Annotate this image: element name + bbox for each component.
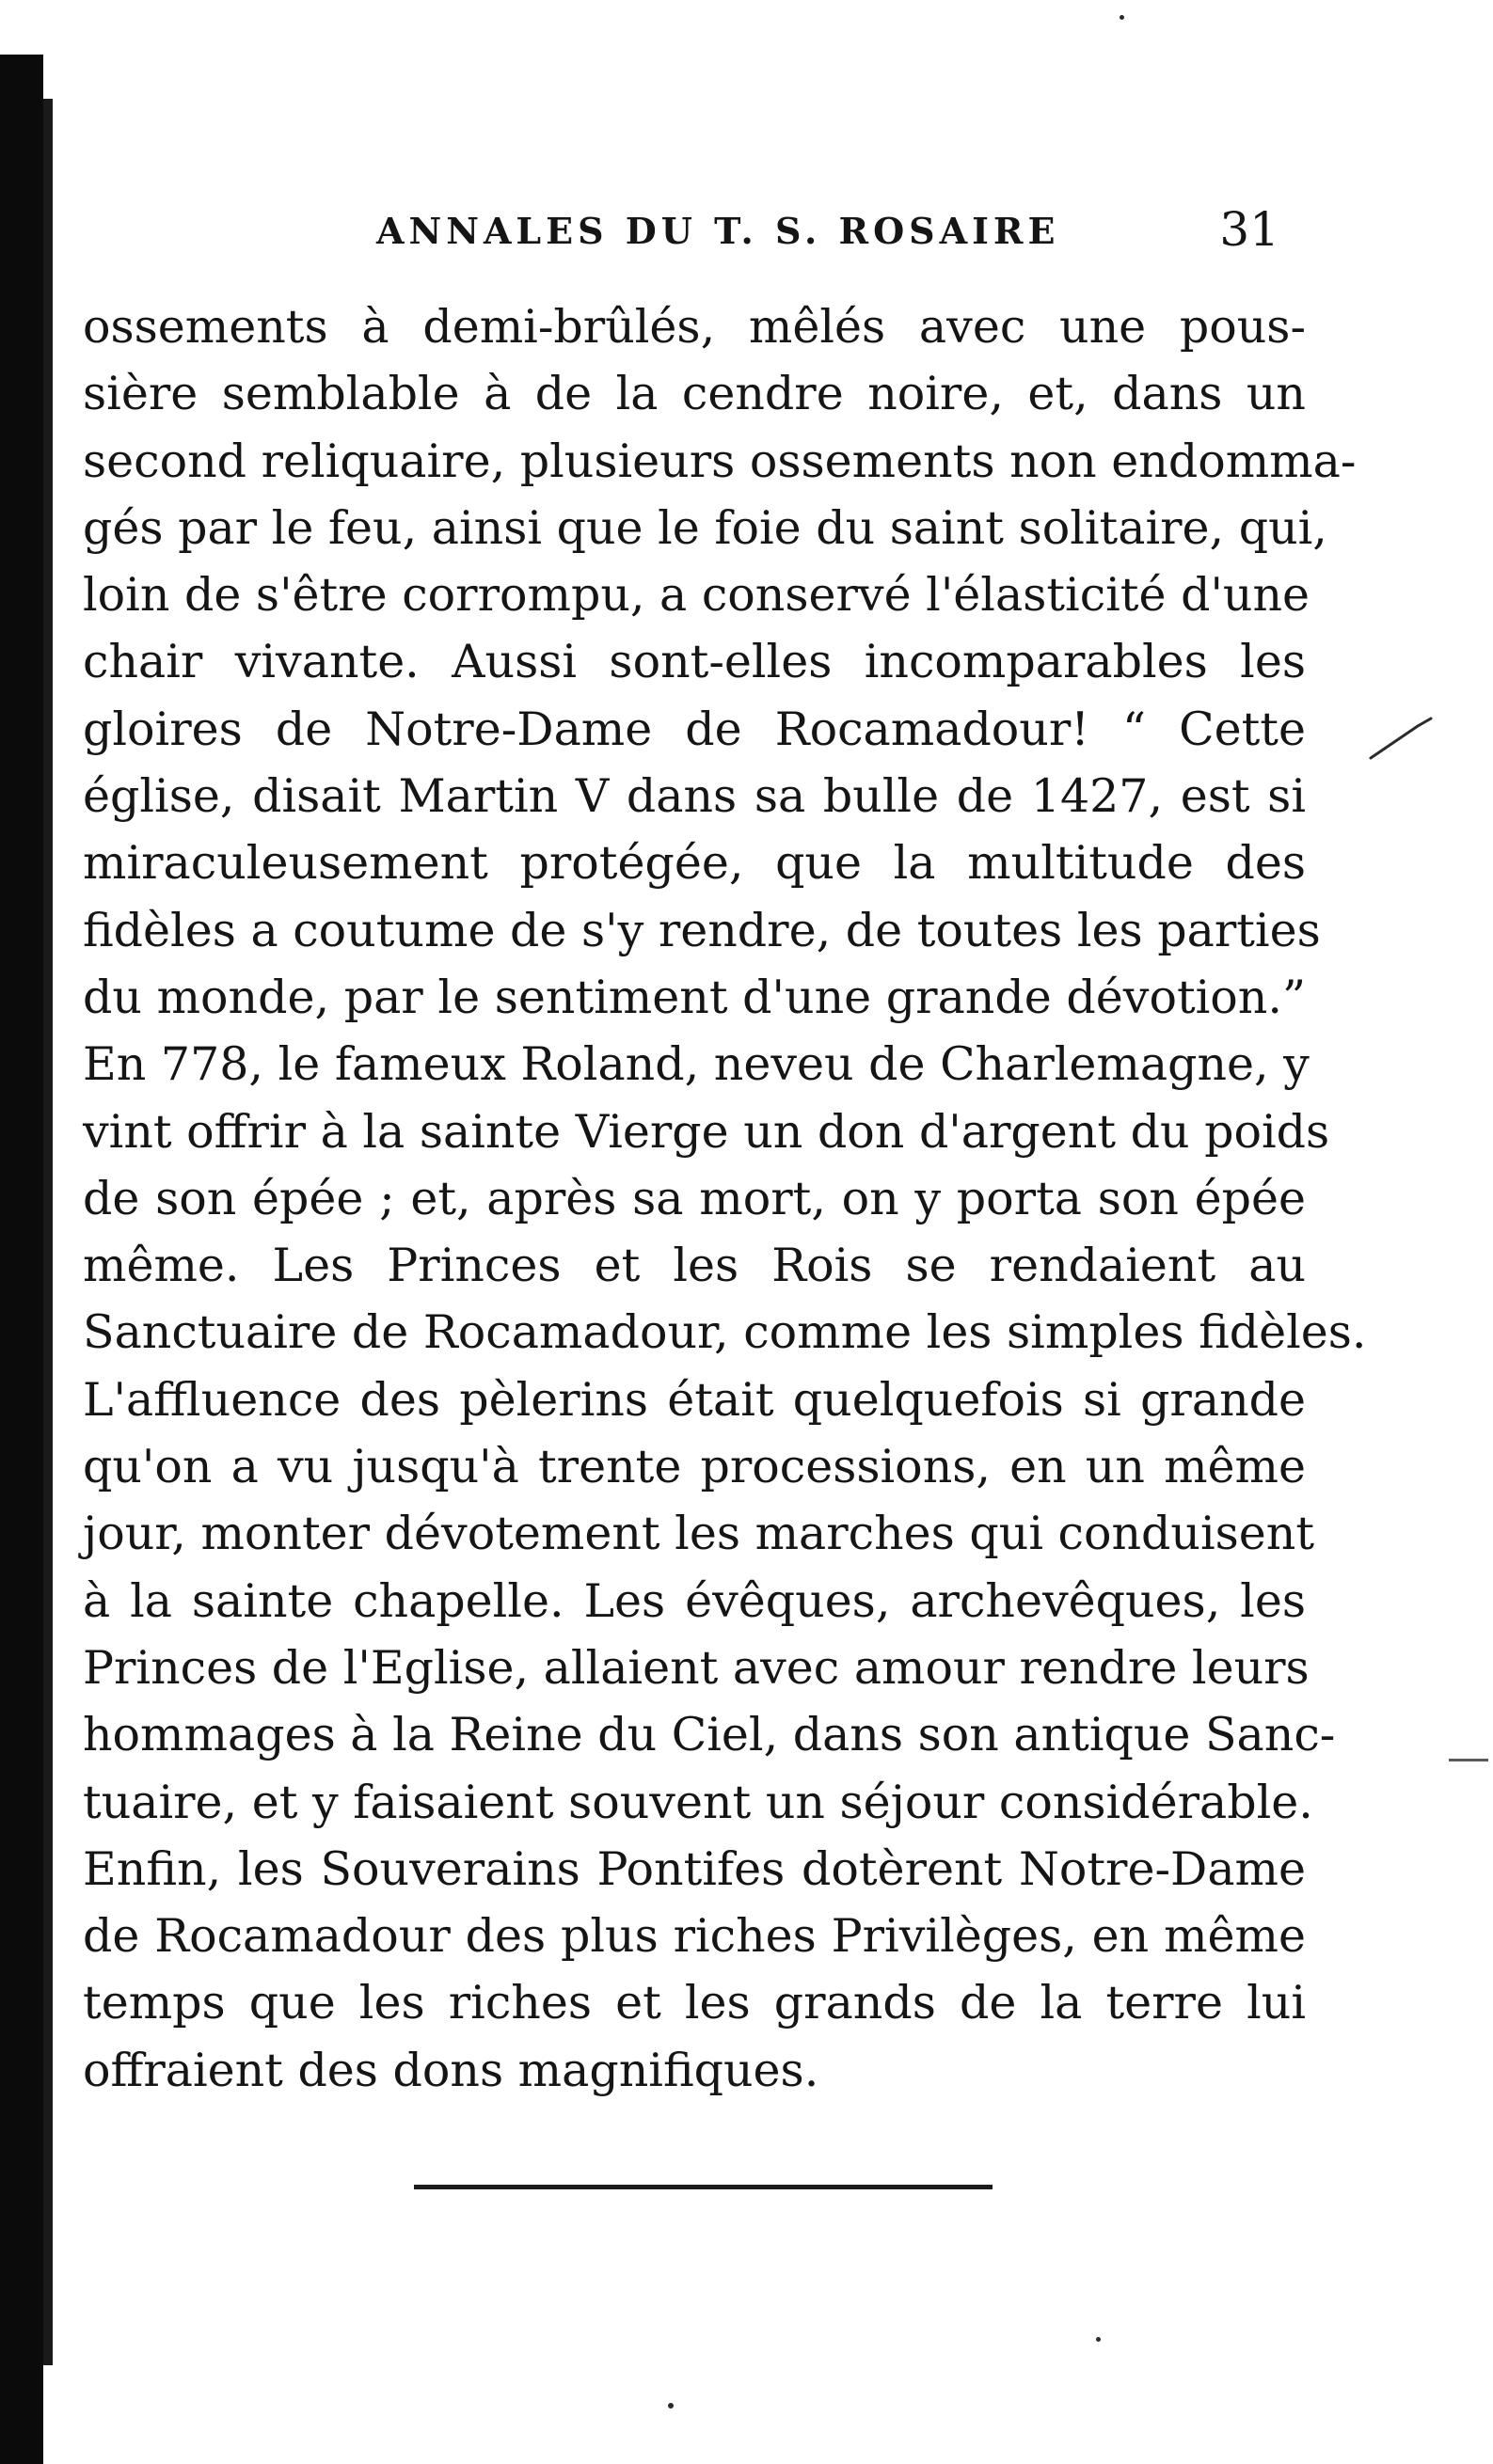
ink-speck	[668, 2403, 674, 2409]
text-line: temps que les riches et les grands de la terre lui	[83, 1976, 1306, 2030]
ink-speck	[1096, 2337, 1101, 2342]
text-line: loin de s'être corrompu, a conservé l'élasticité d'une	[83, 568, 1310, 623]
text-line: miraculeusement protégée, que la multitude des	[83, 836, 1306, 891]
text-line: même. Les Princes et les Rois se rendaient au	[83, 1239, 1306, 1293]
scan-edge-shadow	[0, 55, 43, 2464]
text-line: L'affluence des pèlerins était quelquefois si grande	[83, 1372, 1306, 1427]
text-line: du monde, par le sentiment d'une grande dévotion.”	[83, 970, 1306, 1024]
text-line: second reliquaire, plusieurs ossements non endomma-	[83, 434, 1357, 488]
text-line: fidèles a coutume de s'y rendre, de toutes les parties	[83, 903, 1321, 957]
ink-speck	[1120, 15, 1124, 20]
text-line: vint offrir à la sainte Vierge un don d'argent du poids	[83, 1104, 1330, 1159]
text-line: hommages à la Reine du Ciel, dans son antique Sanc-	[83, 1708, 1336, 1762]
margin-dash-mark	[1449, 1759, 1488, 1761]
running-title: ANNALES DU T. S. ROSAIRE	[376, 210, 1060, 252]
text-line: église, disait Martin V dans sa bulle de 1427, est si	[83, 769, 1306, 824]
page-header	[376, 202, 1279, 259]
text-line: ossements à demi-brûlés, mêlés avec une pous-	[83, 300, 1306, 354]
body-text	[83, 293, 1367, 2104]
text-line: Princes de l'Eglise, allaient avec amour rendre leurs	[83, 1640, 1310, 1695]
text-line: qu'on a vu jusqu'à trente processions, en un même	[83, 1440, 1306, 1494]
text-line: Enfin, les Souverains Pontifes dotèrent Notre-Dame	[83, 1841, 1306, 1896]
text-line: chair vivante. Aussi sont-elles incomparables les	[83, 635, 1306, 689]
closing-rule	[414, 2185, 993, 2189]
text-line: tuaire, et y faisaient souvent un séjour considérable.	[83, 1775, 1313, 1829]
text-line: de Rocamadour des plus riches Privilèges, en même	[83, 1909, 1306, 1964]
text-line: Sanctuaire de Rocamadour, comme les simples fidèles.	[83, 1305, 1367, 1360]
text-line: à la sainte chapelle. Les évêques, archevêques, les	[83, 1573, 1306, 1628]
text-line: gés par le feu, ainsi que le foie du saint solitaire, qui,	[83, 500, 1327, 555]
margin-pencil-mark	[1369, 715, 1435, 762]
text-line: En 778, le fameux Roland, neveu de Charlemagne, y	[83, 1037, 1310, 1092]
text-line: jour, monter dévotement les marches qui conduisent	[83, 1507, 1315, 1561]
text-line: gloires de Notre-Dame de Rocamadour! “ Cette	[83, 702, 1306, 756]
page-number: 31	[1219, 202, 1279, 257]
text-line: sière semblable à de la cendre noire, et, dans un	[83, 367, 1306, 421]
text-line: de son épée ; et, après sa mort, on y porta son épée	[83, 1171, 1306, 1225]
text-line-last: offraient des dons magnifiques.	[83, 2043, 819, 2097]
scan-edge-shadow-inner	[43, 99, 53, 2365]
